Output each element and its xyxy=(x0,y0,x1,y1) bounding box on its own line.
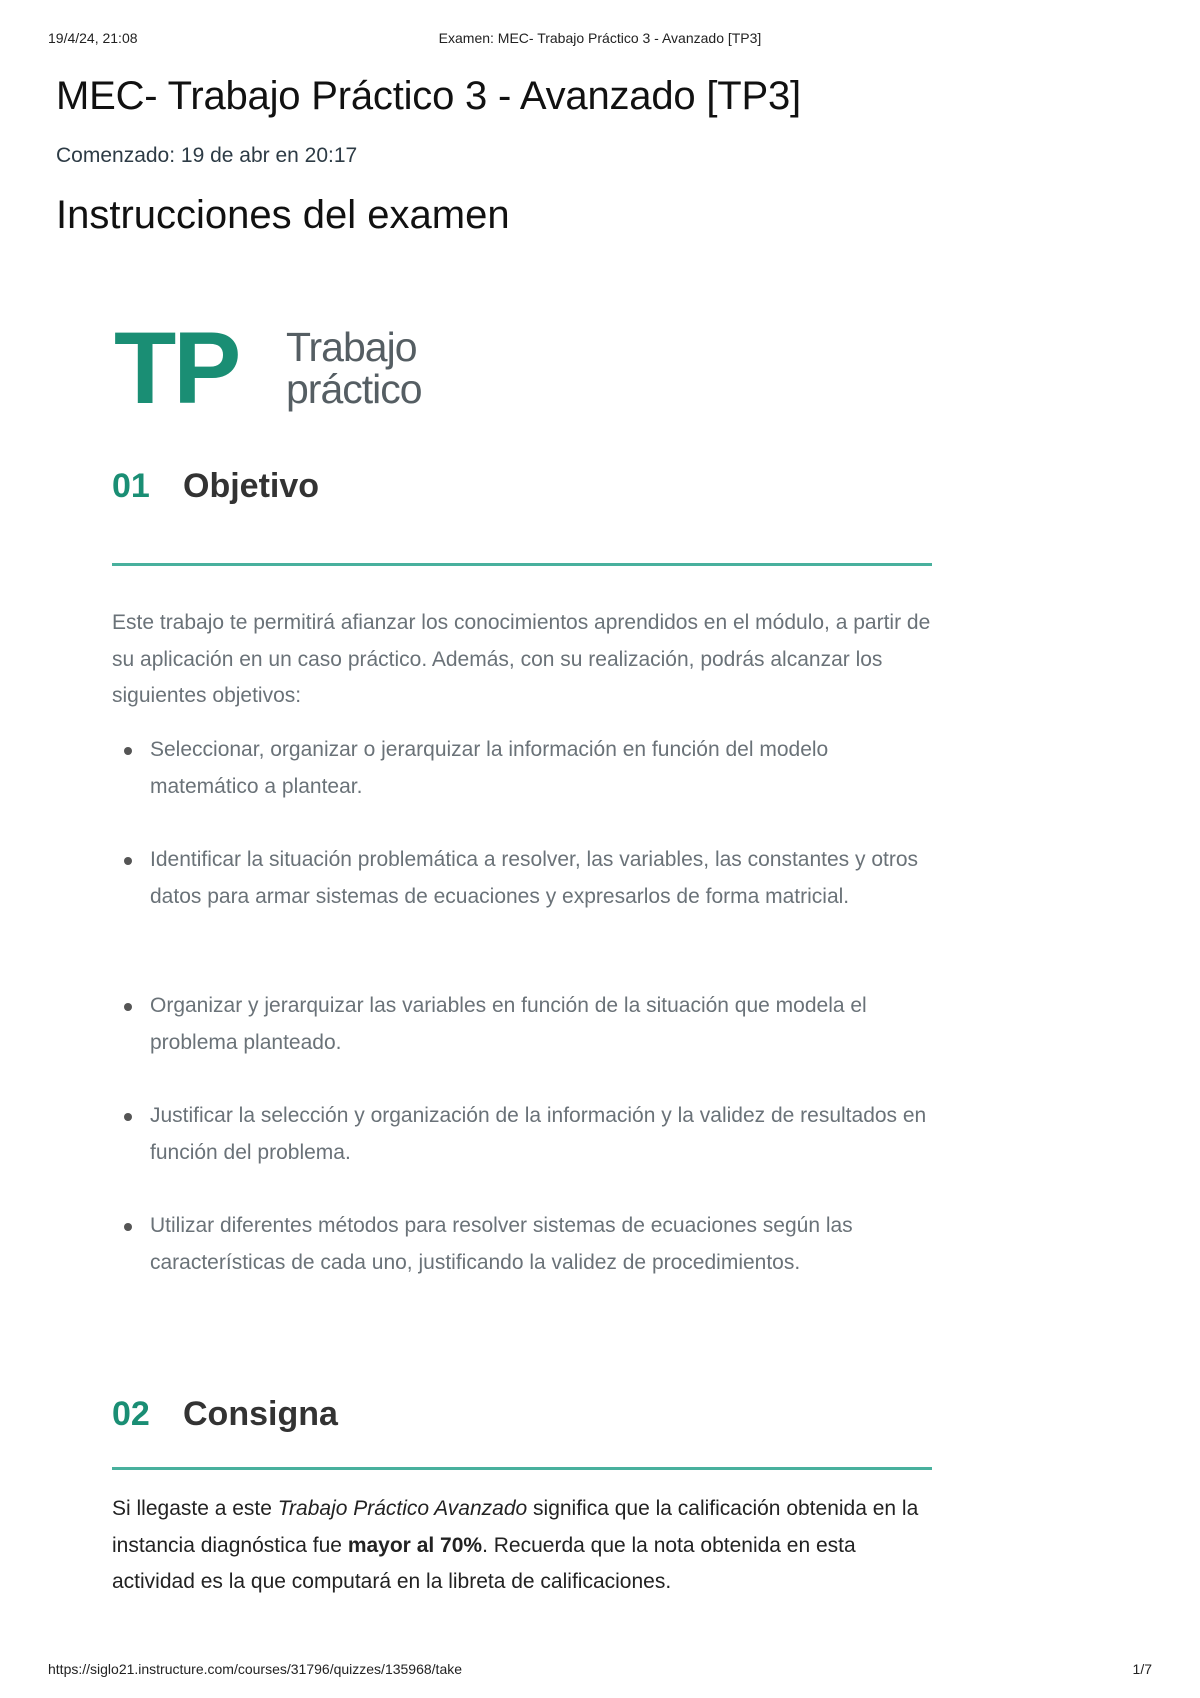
section-divider xyxy=(112,563,932,566)
page-title: MEC- Trabajo Práctico 3 - Avanzado [TP3] xyxy=(56,74,801,118)
print-header xyxy=(0,30,1200,50)
page-number: 1/7 xyxy=(1132,1661,1152,1677)
section-title: Objetivo xyxy=(183,467,320,505)
bullet-icon xyxy=(124,857,132,865)
list-item-text: Seleccionar, organizar o jerarquizar la información en función del modelo matemático a plantear. xyxy=(150,738,829,798)
list-item-text: Utilizar diferentes métodos para resolver sistemas de ecuaciones según las características de cada uno, justificando la validez de procedimientos. xyxy=(150,1214,853,1274)
section-title: Consigna xyxy=(183,1395,338,1433)
section-number: 02 xyxy=(112,1395,150,1433)
consigna-paragraph xyxy=(112,1491,942,1601)
print-document-title: Examen: MEC- Trabajo Práctico 3 - Avanzado [TP3] xyxy=(438,30,762,46)
list-item-text: Justificar la selección y organización de la información y la validez de resultados en función del problema. xyxy=(150,1104,927,1164)
logo-word-1: Trabajo xyxy=(286,324,417,370)
list-item xyxy=(112,842,942,915)
section-divider xyxy=(112,1467,932,1470)
started-timestamp: Comenzado: 19 de abr en 20:17 xyxy=(56,144,358,167)
list-item xyxy=(112,1208,942,1281)
list-item xyxy=(112,988,942,1061)
list-item xyxy=(112,1098,942,1171)
logo-mark: TP xyxy=(114,311,239,425)
list-item-text: Organizar y jerarquizar las variables en función de la situación que modela el problema planteado. xyxy=(150,994,867,1054)
trabajo-practico-logo xyxy=(114,311,454,425)
instructions-heading: Instrucciones del examen xyxy=(56,193,510,237)
list-item-text: Identificar la situación problemática a resolver, las variables, las constantes y otros datos para armar sistemas de ecuaciones y expresarlos de forma matricial. xyxy=(150,848,919,908)
consigna-text-bold: mayor al 70% xyxy=(347,1533,483,1557)
page-url: https://siglo21.instructure.com/courses/31796/quizzes/135968/take xyxy=(48,1661,463,1677)
bullet-icon xyxy=(124,747,132,755)
bullet-icon xyxy=(124,1113,132,1121)
list-item xyxy=(112,732,942,805)
print-date: 19/4/24, 21:08 xyxy=(48,30,138,46)
logo-wordmark xyxy=(286,326,422,410)
objetivo-intro: Este trabajo te permitirá afianzar los conocimientos aprendidos en el módulo, a partir de su aplicación en un caso práctico. Además, con su realización, podrás alcanzar los siguientes objetivos: xyxy=(112,611,931,707)
consigna-text-2: significa que la calificación obtenida en la instancia diagnóstica fue xyxy=(112,1497,919,1557)
section-number: 01 xyxy=(112,467,150,505)
consigna-text-3: . Recuerda que la nota obtenida en esta actividad es la que computará en la libreta de calificaciones. xyxy=(112,1533,856,1593)
consigna-text-1: Si llegaste a este xyxy=(112,1497,278,1520)
bullet-icon xyxy=(124,1223,132,1231)
consigna-text-italic: Trabajo Práctico Avanzado xyxy=(277,1497,528,1520)
logo-word-2: práctico xyxy=(286,366,422,412)
bullet-icon xyxy=(124,1003,132,1011)
